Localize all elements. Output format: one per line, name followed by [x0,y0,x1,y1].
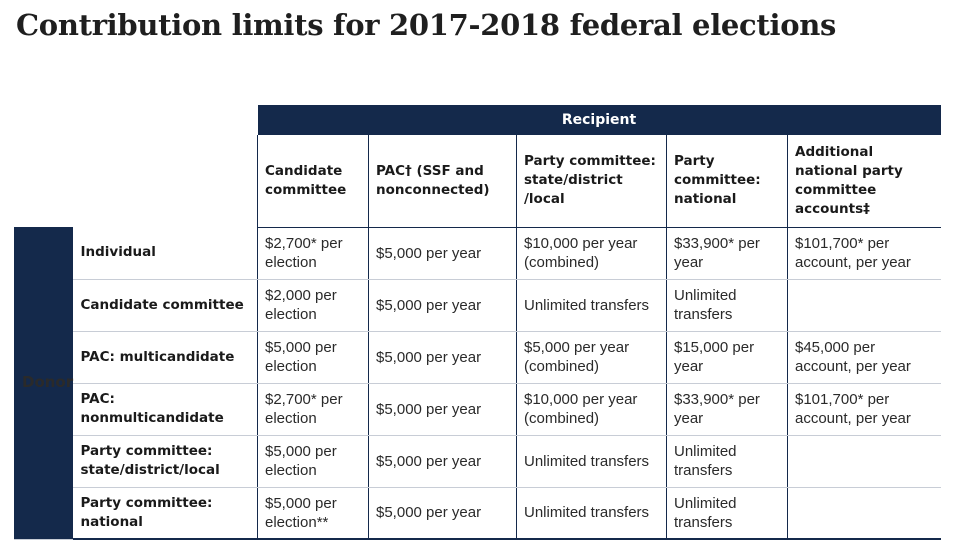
page-title: Contribution limits for 2017-2018 federal elections [16,8,837,42]
table-row [15,227,941,279]
limit-cell: $5,000 per election [258,435,369,487]
table-row [15,435,941,487]
col-header-party-state: Party committee: state/district /local [517,135,667,227]
blank-corner-2 [15,135,258,227]
limit-cell: $101,700* per account, per year [788,227,941,279]
donor-type-cell: Party committee: national [73,487,258,539]
donor-type-cell: Candidate committee [73,279,258,331]
limit-cell: $10,000 per year (combined) [517,383,667,435]
limit-cell [788,435,941,487]
blank-corner [15,105,258,135]
limit-cell: $2,700* per election [258,383,369,435]
limit-cell: $5,000 per election** [258,487,369,539]
limit-cell: $5,000 per year [369,487,517,539]
limit-cell [788,487,941,539]
limit-cell: $5,000 per year [369,279,517,331]
limit-cell: $5,000 per year [369,331,517,383]
limit-cell: Unlimited transfers [667,279,788,331]
col-header-additional-accounts: Additional national party committee accounts‡ [788,135,941,227]
donor-header: Donor [15,227,73,539]
col-header-candidate-committee: Candidate committee [258,135,369,227]
limit-cell: $5,000 per election [258,331,369,383]
donor-type-cell: Party committee: state/district/local [73,435,258,487]
donor-type-cell: PAC: nonmulticandidate [73,383,258,435]
recipient-header-row [15,105,941,135]
limit-cell: $45,000 per account, per year [788,331,941,383]
limit-cell: $33,900* per year [667,383,788,435]
limit-cell: Unlimited transfers [517,487,667,539]
table-row [15,331,941,383]
contribution-limits-table [14,105,941,540]
limit-cell: $10,000 per year (combined) [517,227,667,279]
limit-cell: Unlimited transfers [667,487,788,539]
limit-cell: $5,000 per year (combined) [517,331,667,383]
limit-cell: $2,000 per election [258,279,369,331]
limit-cell: $15,000 per year [667,331,788,383]
table-row [15,279,941,331]
limit-cell: Unlimited transfers [667,435,788,487]
col-header-party-national: Party committee: national [667,135,788,227]
limit-cell: $5,000 per year [369,383,517,435]
limit-cell: Unlimited transfers [517,435,667,487]
table-row [15,487,941,539]
donor-type-cell: Individual [73,227,258,279]
limit-cell: $5,000 per year [369,435,517,487]
column-header-row [15,135,941,227]
limit-cell: $5,000 per year [369,227,517,279]
limit-cell: Unlimited transfers [517,279,667,331]
limit-cell: $101,700* per account, per year [788,383,941,435]
recipient-header: Recipient [258,105,941,135]
donor-type-cell: PAC: multicandidate [73,331,258,383]
table-row [15,383,941,435]
limit-cell [788,279,941,331]
limit-cell: $2,700* per election [258,227,369,279]
col-header-pac: PAC† (SSF and nonconnected) [369,135,517,227]
limit-cell: $33,900* per year [667,227,788,279]
